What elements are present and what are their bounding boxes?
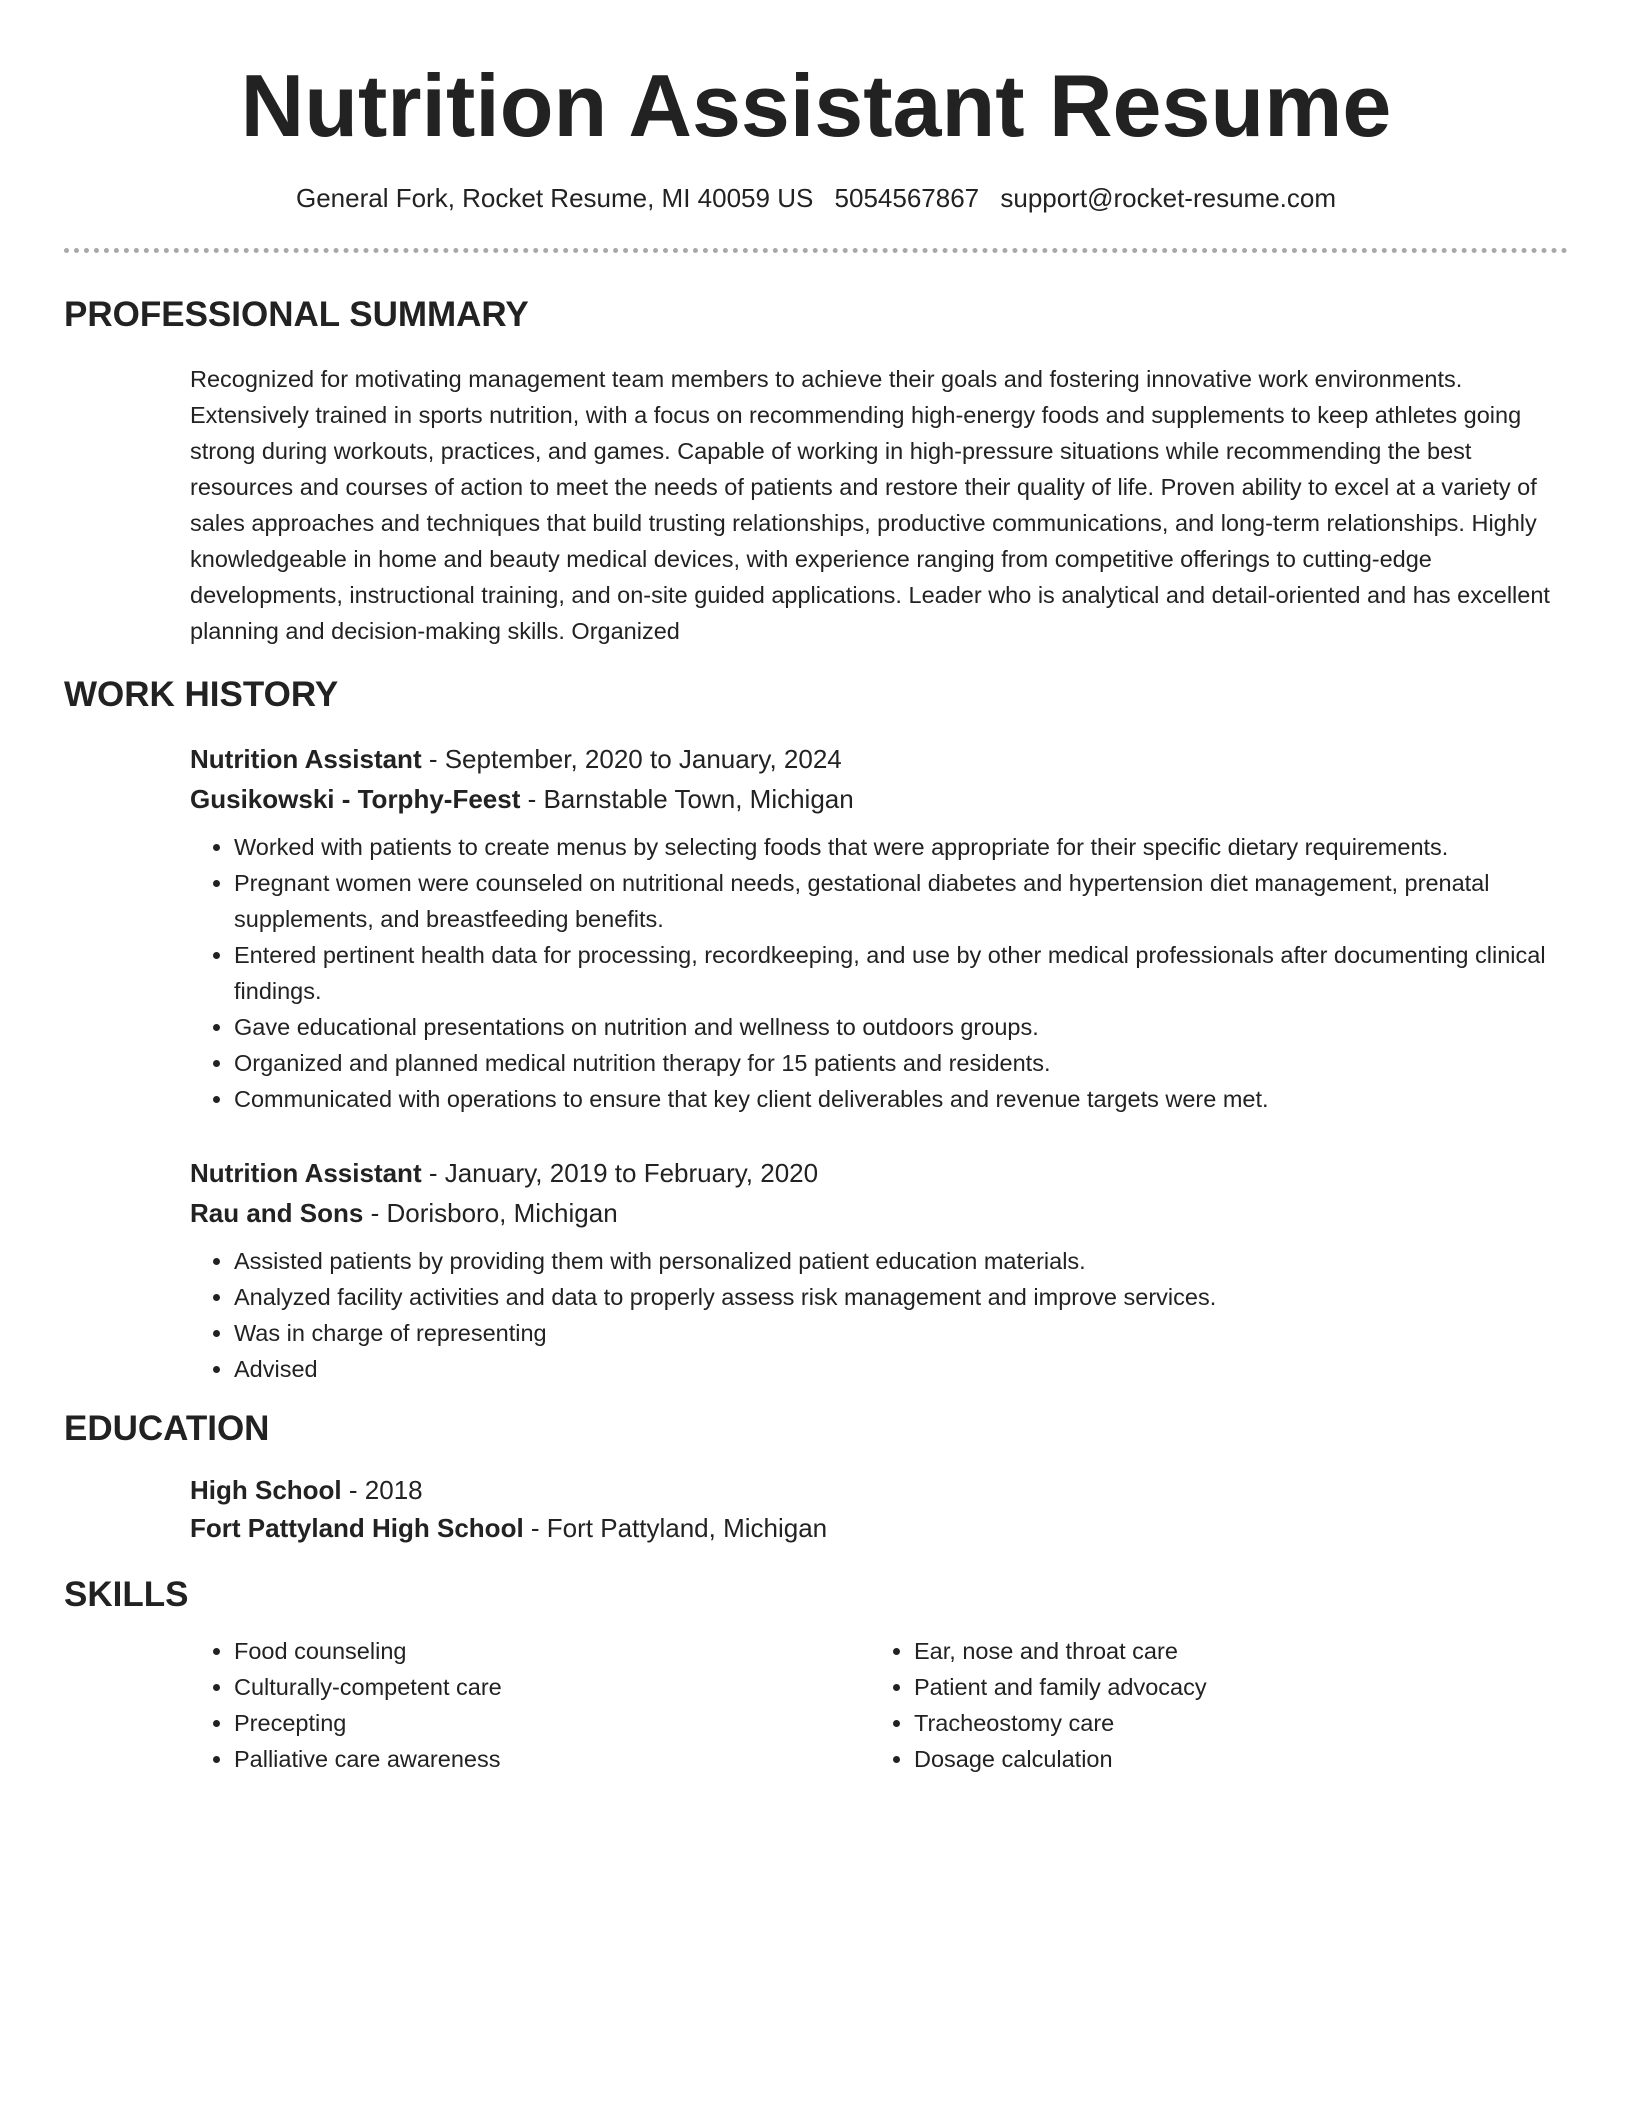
contact-address: General Fork, Rocket Resume, MI 40059 US: [295, 183, 814, 213]
contact-line: [64, 182, 1568, 214]
education-school-line: [190, 1509, 1568, 1547]
skills-heading: SKILLS: [64, 1575, 189, 1614]
job-dates: - September, 2020 to January, 2024: [421, 744, 842, 774]
job-company-line: [190, 1193, 1568, 1233]
job-location: - Barnstable Town, Michigan: [520, 784, 854, 814]
skills-list-left: [190, 1633, 870, 1777]
resume-title: Nutrition Assistant Resume: [240, 56, 1392, 155]
job-bullet: • Advised: [234, 1351, 1568, 1387]
job-entry: [190, 739, 1568, 1117]
work-history-heading: WORK HISTORY: [64, 675, 339, 714]
skill-item: • Palliative care awareness: [234, 1741, 870, 1777]
contact-phone: 5054567867: [834, 183, 980, 213]
skill-item: • Precepting: [234, 1705, 870, 1741]
skills-list-right: [870, 1633, 1550, 1777]
job-bullet: • Analyzed facility activities and data to properly assess risk management and improve services.: [234, 1279, 1568, 1315]
summary-heading: PROFESSIONAL SUMMARY: [64, 295, 529, 334]
skill-item: • Patient and family advocacy: [914, 1669, 1550, 1705]
contact-email: support@rocket-resume.com: [1000, 183, 1337, 213]
skill-item: • Food counseling: [234, 1633, 870, 1669]
job-role-line: [190, 1153, 1568, 1193]
job-company-line: [190, 779, 1568, 819]
job-bullet: • Worked with patients to create menus by selecting foods that were appropriate for their specific dietary requirements.: [234, 829, 1568, 865]
job-company: Rau and Sons: [190, 1198, 364, 1228]
job-bullet: • Organized and planned medical nutrition therapy for 15 patients and residents.: [234, 1045, 1568, 1081]
job-bullet: • Entered pertinent health data for processing, recordkeeping, and use by other medical professionals after documenting clinical findings.: [234, 937, 1568, 1009]
job-role-line: [190, 739, 1568, 779]
skill-item: • Ear, nose and throat care: [914, 1633, 1550, 1669]
job-bullet: • Communicated with operations to ensure that key client deliverables and revenue targets were met.: [234, 1081, 1568, 1117]
education-section: [190, 1471, 1568, 1547]
header-divider: [64, 248, 1568, 253]
work-history-section: [190, 739, 1568, 1387]
job-entry: [190, 1153, 1568, 1387]
job-bullet: • Gave educational presentations on nutrition and wellness to outdoors groups.: [234, 1009, 1568, 1045]
job-bullet: • Was in charge of representing: [234, 1315, 1568, 1351]
skill-item: • Dosage calculation: [914, 1741, 1550, 1777]
job-bullets: [190, 829, 1568, 1117]
job-company: Gusikowski - Torphy-Feest: [190, 784, 521, 814]
job-bullets: [190, 1243, 1568, 1387]
summary-text: Recognized for motivating management team members to achieve their goals and fostering innovative work environments. Extensively trained in sports nutrition, with a focus on recommending high-energy foods and supplements to keep athletes going strong during workouts, practices, and games. Capable of working in high-pressure situations while recommending the best resources and courses of action to meet the needs of patients and restore their quality of life. Proven ability to excel at a variety of sales approaches and techniques that build trusting relationships, productive communications, and long-term relationships. Highly knowledgeable in home and beauty medical devices, with experience ranging from competitive offerings to cutting-edge developments, instructional training, and on-site guided applications. Leader who is analytical and detail-oriented and has excellent planning and decision-making skills. Organized: [190, 366, 1550, 644]
skills-section: [190, 1633, 1568, 1777]
summary-section: [190, 361, 1568, 649]
skill-item: • Culturally-competent care: [234, 1669, 870, 1705]
resume-header: [64, 0, 1568, 214]
job-role: Nutrition Assistant: [190, 744, 422, 774]
job-dates: - January, 2019 to February, 2020: [421, 1158, 819, 1188]
education-degree-line: [190, 1471, 1568, 1509]
skill-item: • Tracheostomy care: [914, 1705, 1550, 1741]
education-school: Fort Pattyland High School: [190, 1513, 524, 1543]
education-location: - Fort Pattyland, Michigan: [523, 1513, 828, 1543]
job-bullet: • Assisted patients by providing them with personalized patient education materials.: [234, 1243, 1568, 1279]
job-bullet: • Pregnant women were counseled on nutritional needs, gestational diabetes and hypertension diet management, prenatal supplements, and breastfeeding benefits.: [234, 865, 1568, 937]
job-role: Nutrition Assistant: [190, 1158, 422, 1188]
education-year: - 2018: [341, 1475, 423, 1505]
education-heading: EDUCATION: [64, 1409, 270, 1448]
education-degree: High School: [190, 1475, 342, 1505]
job-location: - Dorisboro, Michigan: [363, 1198, 618, 1228]
